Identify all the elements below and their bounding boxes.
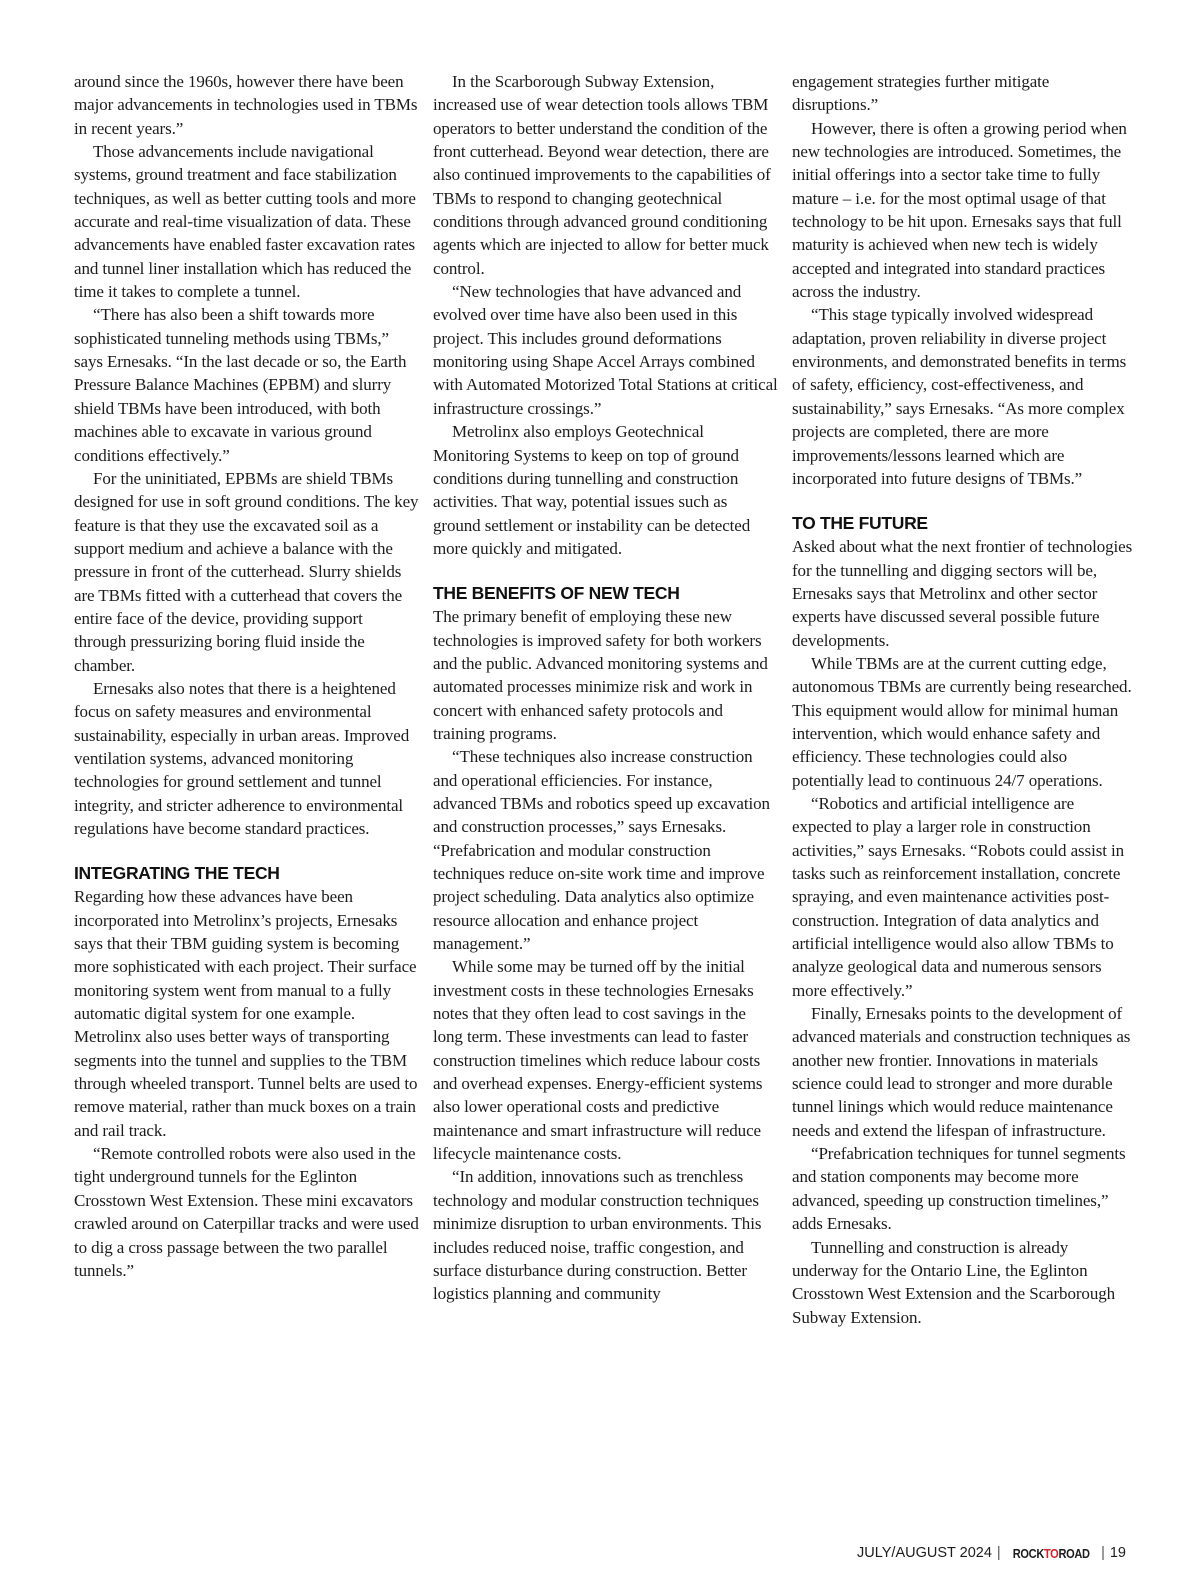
body-paragraph: “This stage typically involved widespread adaptation, proven reliability in diverse project environments, and demonstrated benefits in terms of safety, efficiency, cost-effectiveness, and sustainability,” says Ernesaks. “As more complex projects are completed, there are more improvements/lessons learned which are incorporated into future designs of TBMs.” — [792, 305, 1127, 488]
body-paragraph: Finally, Ernesaks points to the development of advanced materials and construction techniques as another new frontier. Innovations in materials science could lead to stronger and more durable tunnel linings which would reduce maintenance needs and extend the lifespan of infrastructure. — [792, 1004, 1131, 1140]
body-paragraph: In the Scarborough Subway Extension, increased use of wear detection tools allows TBM operators to better understand the condition of the front cutterhead. Beyond wear detection, there are also continued improvements to the capabilities of TBMs to respond to changing geotechnical conditions through advanced ground conditioning agents which are injected to allow for better muck control. — [433, 72, 771, 278]
body-paragraph: “In addition, innovations such as trenchless technology and modular construction techniques minimize disruption to urban environments. This includes reduced noise, traffic congestion, and surface disturbance during construction. Better logistics planning and community — [433, 1167, 762, 1304]
logo-text-road: ROAD — [1058, 1545, 1090, 1561]
footer-separator: | — [996, 1545, 1001, 1561]
body-paragraph: “Robotics and artificial intelligence are expected to play a larger role in construction activities,” says Ernesaks. “Robots could assist in tasks such as reinforcement installation, concrete spraying, and even maintenance activities post-construction. Integration of data analytics and artificial intelligence would also allow TBMs to analyze geological data and numerous sensors more effectively.” — [792, 793, 1125, 1000]
body-paragraph: Ernesaks also notes that there is a heightened focus on safety measures and environmental sustainability, especially in urban areas. Improved ventilation systems, advanced monitoring technologies for ground settlement and tunnel integrity, and stricter adherence to environmental regulations have become standard practices. — [74, 678, 410, 838]
body-paragraph: around since the 1960s, however there have been major advancements in technologies used in TBMs in recent years.” — [74, 72, 418, 138]
body-paragraph: “Prefabrication techniques for tunnel segments and station components may become more advanced, speeding up construction timelines,” adds Ernesaks. — [792, 1144, 1126, 1234]
body-paragraph: Tunnelling and construction is already underway for the Ontario Line, the Eglinton Crosstown West Extension and the Scarborough Subway Extension. — [792, 1237, 1116, 1327]
body-paragraph: “There has also been a shift towards more sophisticated tunneling methods using TBMs,” says Ernesaks. “In the last decade or so, the Earth Pressure Balance Machines (EPBM) and slurry shield TBMs have been introduced, with both machines able to excavate in various ground conditions effectively.” — [74, 305, 407, 465]
body-paragraph: Those advancements include navigational systems, ground treatment and face stabilization techniques, as well as better cutting tools and more accurate and real-time visualization of data. These advancements have enabled faster excavation rates and tunnel liner installation which has reduced the time it takes to complete a tunnel. — [74, 142, 416, 302]
page-number: 19 — [1109, 1545, 1126, 1561]
body-paragraph: However, there is often a growing period when new technologies are introduced. Sometimes, the initial offerings into a sector take time to fully mature – i.e. for the most optimal usage of that technology to be hit upon. Ernesaks says that full maturity is achieved when new tech is widely accepted and integrated into standard practices across the industry. — [792, 118, 1127, 302]
body-paragraph: Regarding how these advances have been incorporated into Metrolinx’s projects, Ernesaks says that their TBM guiding system is becoming more sophisticated with each project. Their surface monitoring system went from manual to a fully automatic digital system for one example. Metrolinx also uses better ways of transporting segments into the tunnel and supplies to the TBM through wheeled transport. Tunnel belts are used to remove material, rather than muck boxes on a train and rail track. — [74, 887, 418, 1140]
section-heading: TO THE FUTURE — [792, 513, 928, 534]
issue-date: JULY/AUGUST 2024 — [857, 1545, 992, 1561]
article-column-1 — [74, 70, 419, 1282]
section-heading: INTEGRATING THE TECH — [74, 863, 280, 884]
body-paragraph: While some may be turned off by the initial investment costs in these technologies Ernesaks notes that they often lead to cost savings in the long term. These investments can lead to faster construction timelines which reduce labour costs and overhead expenses. Energy-efficient systems also lower operational costs and predictive maintenance and smart infrastructure will reduce lifecycle maintenance costs. — [433, 957, 763, 1164]
body-paragraph: For the uninitiated, EPBMs are shield TBMs designed for use in soft ground conditions. The key feature is that they use the excavated soil as a support medium and achieve a balance with the pressure in front of the cutterhead. Slurry shields are TBMs fitted with a cutterhead that covers the entire face of the device, providing support through pressurizing boring fluid inside the chamber. — [74, 468, 419, 675]
section-heading: THE BENEFITS OF NEW TECH — [433, 583, 680, 604]
footer-separator: | — [1101, 1545, 1105, 1561]
article-column-3 — [792, 70, 1137, 1329]
body-paragraph: engagement strategies further mitigate disruptions.” — [792, 72, 1050, 115]
body-paragraph: “New technologies that have advanced and evolved over time have also been used in this project. This includes ground deformations monitoring using Shape Accel Arrays combined with Automated Motorized Total Stations at critical infrastructure crossings.” — [433, 282, 778, 418]
logo-text-rock: ROCK — [1012, 1545, 1044, 1561]
body-paragraph: “These techniques also increase construction and operational efficiencies. For instance, advanced TBMs and robotics speed up excavation and construction processes,” says Ernesaks. “Prefabrication and modular construction techniques reduce on-site work time and improve project scheduling. Data analytics also optimize resource allocation and enhance project management.” — [433, 747, 770, 954]
logo-text-to: TO — [1043, 1545, 1059, 1561]
body-paragraph: Asked about what the next frontier of technologies for the tunnelling and digging sectors will be, Ernesaks says that Metrolinx and other sector experts have discussed several possible future developments. — [792, 537, 1133, 650]
body-paragraph: “Remote controlled robots were also used in the tight underground tunnels for the Eglinton Crosstown West Extension. These mini excavators crawled around on Caterpillar tracks and were used to dig a cross passage between the two parallel tunnels.” — [74, 1144, 419, 1280]
body-paragraph: The primary benefit of employing these new technologies is improved safety for both workers and the public. Advanced monitoring systems and automated processes minimize risk and work in concert with enhanced safety protocols and training programs. — [433, 607, 768, 743]
article-column-2 — [433, 70, 778, 1306]
page-footer — [857, 1545, 1126, 1561]
rock-to-road-logo — [1012, 1546, 1089, 1561]
body-paragraph: While TBMs are at the current cutting edge, autonomous TBMs are currently being researched. This equipment would allow for minimal human intervention, which would enhance safety and efficiency. These technologies could also potentially lead to continuous 24/7 operations. — [792, 653, 1132, 790]
body-paragraph: Metrolinx also employs Geotechnical Monitoring Systems to keep on top of ground conditions during tunnelling and construction activities. That way, potential issues such as ground settlement or instability can be detected more quickly and mitigated. — [433, 422, 751, 558]
